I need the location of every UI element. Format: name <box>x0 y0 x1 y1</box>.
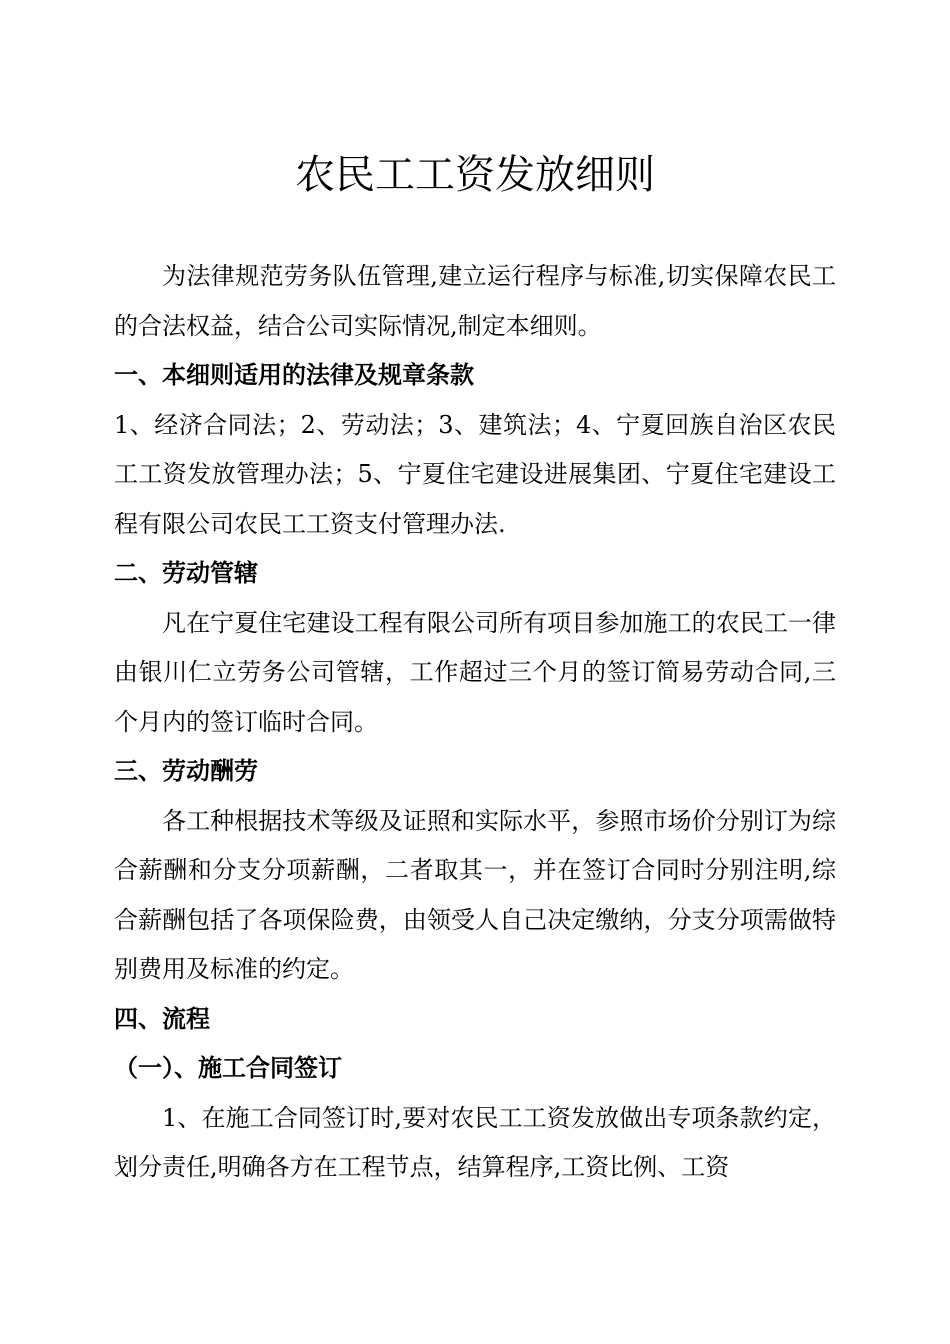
section3-paragraph: 各工种根据技术等级及证照和实际水平，参照市场价分别订为综合薪酬和分支分项薪酬，二者取其一，并在签订合同时分别注明,综合薪酬包括了各项保险费，由领受人自己决定缴纳，分支分项需做特别费用及标准的约定。 <box>114 806 836 983</box>
intro-paragraph: 为法律规范劳务队伍管理,建立运行程序与标准,切实保障农民工的合法权益，结合公司实际情况,制定本细则。 <box>114 262 836 340</box>
subsection1-heading: （一）、施工合同签订 <box>114 1054 342 1082</box>
section1-heading: 一、本细则适用的法律及规章条款 <box>114 361 474 389</box>
section1-paragraph: 1、经济合同法；2、劳动法；3、建筑法；4、宁夏回族自治区农民工工资发放管理办法；5、宁夏住宅建设进展集团、宁夏住宅建设工程有限公司农民工工资支付管理办法. <box>114 410 836 538</box>
section3-heading: 三、劳动酬劳 <box>114 757 258 785</box>
section4-heading: 四、流程 <box>114 1004 210 1033</box>
subsection1-paragraph: 1、在施工合同签订时,要对农民工工资发放做出专项条款约定，划分责任,明确各方在工程节点，结算程序,工资比例、工资 <box>114 1103 836 1181</box>
section2-paragraph: 凡在宁夏住宅建设工程有限公司所有项目参加施工的农民工一律由银川仁立劳务公司管辖，工作超过三个月的签订简易劳动合同,三个月内的签订临时合同。 <box>114 608 836 736</box>
document-title: 农民工工资发放细则 <box>295 152 655 198</box>
section2-heading: 二、劳动管辖 <box>114 559 258 587</box>
document-body <box>114 252 836 1193</box>
